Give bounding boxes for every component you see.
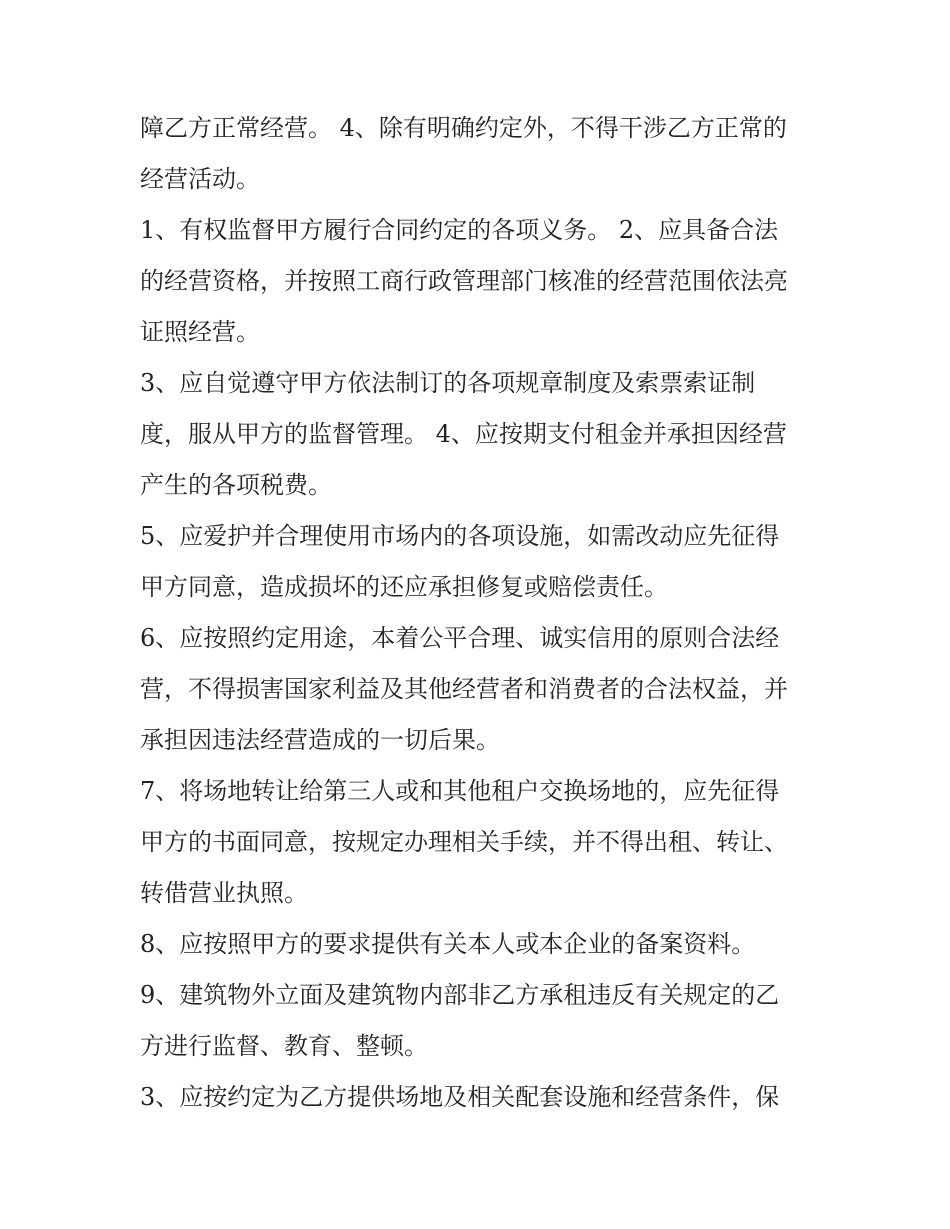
text-line: 5、应爱护并合理使用市场内的各项设施，如需改动应先征得 bbox=[140, 522, 780, 550]
text-line: 3、应自觉遵守甲方依法制订的各项规章制度及索票索证制 bbox=[140, 369, 756, 397]
text-line: 转借营业执照。 bbox=[140, 879, 308, 907]
text-line: 1、有权监督甲方履行合同约定的各项义务。 2、应具备合法 bbox=[140, 216, 779, 244]
text-line: 8、应按照甲方的要求提供有关本人或本企业的备案资料。 bbox=[140, 930, 756, 958]
text-line: 营，不得损害国家利益及其他经营者和消费者的合法权益，并 bbox=[140, 675, 788, 703]
text-line: 的经营资格，并按照工商行政管理部门核准的经营范围依法亮 bbox=[140, 267, 788, 295]
text-line: 甲方的书面同意，按规定办理相关手续，并不得出租、转让、 bbox=[140, 828, 788, 856]
text-line: 9、建筑物外立面及建筑物内部非乙方承租违反有关规定的乙 bbox=[140, 981, 780, 1009]
text-line: 甲方同意，造成损坏的还应承担修复或赔偿责任。 bbox=[140, 573, 668, 601]
text-line: 度，服从甲方的监督管理。 4、应按期支付租金并承担因经营 bbox=[140, 420, 787, 448]
text-line: 经营活动。 bbox=[140, 165, 260, 193]
text-line: 3、应按约定为乙方提供场地及相关配套设施和经营条件，保 bbox=[140, 1083, 780, 1111]
text-line: 6、应按照约定用途，本着公平合理、诚实信用的原则合法经 bbox=[140, 624, 780, 652]
text-line: 承担因违法经营造成的一切后果。 bbox=[140, 726, 500, 754]
document-body bbox=[140, 103, 830, 1123]
text-line: 证照经营。 bbox=[140, 318, 260, 346]
text-line: 方进行监督、教育、整顿。 bbox=[140, 1032, 428, 1060]
text-line: 产生的各项税费。 bbox=[140, 471, 332, 499]
text-line: 7、将场地转让给第三人或和其他租户交换场地的，应先征得 bbox=[140, 777, 780, 805]
text-line: 障乙方正常经营。 4、除有明确约定外，不得干涉乙方正常的 bbox=[140, 114, 787, 142]
